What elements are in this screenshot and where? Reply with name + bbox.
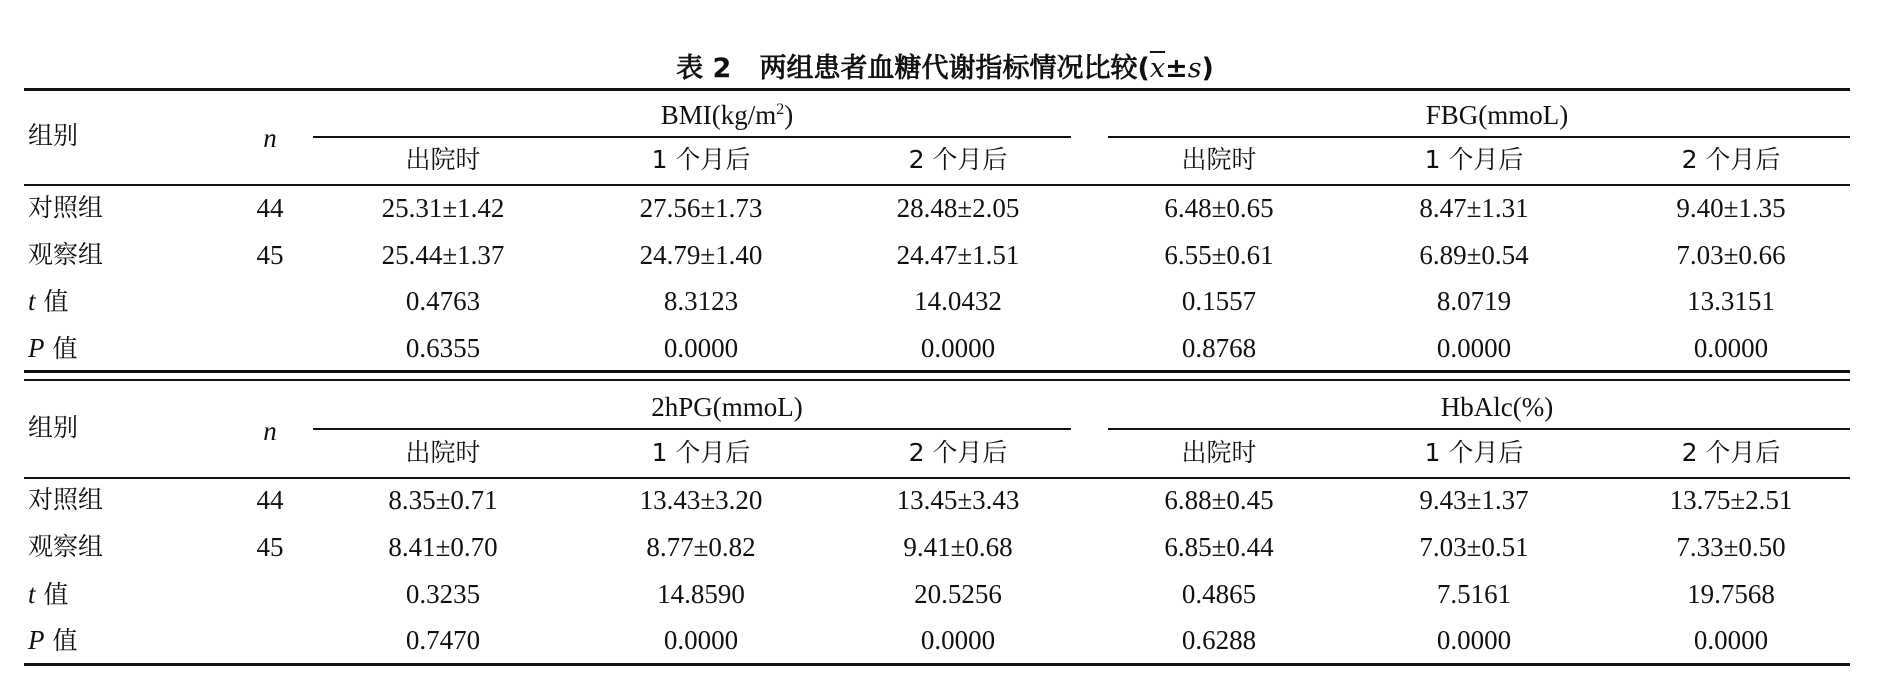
n-header: n — [263, 416, 277, 446]
table-cell: 7.03±0.51 — [1419, 532, 1529, 562]
table-cell: 0.3235 — [405, 579, 481, 609]
table-cell: 0.6355 — [405, 333, 481, 363]
plus-minus-symbol: ± — [1165, 53, 1188, 84]
time-header: 2 个月后 — [908, 438, 1008, 467]
table-cell: 0.0000 — [1693, 333, 1769, 363]
table-cell: 13.75±2.51 — [1669, 485, 1793, 515]
table-cell: 14.8590 — [657, 579, 745, 609]
table-cell: 9.43±1.37 — [1419, 485, 1529, 515]
table-cell: 19.7568 — [1687, 579, 1775, 609]
table-cell: 8.47±1.31 — [1419, 193, 1529, 223]
table-cell: 0.4763 — [405, 286, 481, 316]
row-group: 对照组 — [28, 193, 104, 222]
metric-header-hba1c: HbAlc(%) — [1440, 392, 1554, 422]
header-bottom-rule — [24, 184, 1850, 186]
sd-symbol: s — [1187, 53, 1202, 84]
time-header: 2 个月后 — [908, 145, 1008, 174]
metric-header-2hpg: 2hPG(mmoL) — [651, 392, 803, 422]
table-cell: 0.1557 — [1181, 286, 1257, 316]
row-group: t 值 — [28, 579, 69, 609]
table-cell: 0.0000 — [920, 625, 996, 655]
row-group: 对照组 — [28, 485, 104, 514]
row-n: 45 — [256, 532, 284, 562]
table-cell: 28.48±2.05 — [896, 193, 1020, 223]
metric-header-bmi: $BMI(kg/m^2)$ — [660, 100, 794, 130]
row-group: t 值 — [28, 286, 69, 316]
row-group: 观察组 — [28, 532, 104, 561]
caption-title: 两组患者血糖代谢指标情况比较( — [759, 53, 1150, 84]
2hpg-spanner-rule — [313, 428, 1071, 430]
table-cell: 14.0432 — [914, 286, 1002, 316]
table-cell: 7.5161 — [1436, 579, 1512, 609]
table-cell: 0.0000 — [663, 333, 739, 363]
table-cell: 25.31±1.42 — [381, 193, 505, 223]
table-cell: 6.89±0.54 — [1419, 240, 1529, 270]
bmi-spanner-rule — [313, 136, 1071, 138]
row-group: 观察组 — [28, 240, 104, 269]
time-header: 2 个月后 — [1681, 145, 1781, 174]
table-cell: 13.45±3.43 — [896, 485, 1020, 515]
header-bottom-rule — [24, 477, 1850, 479]
table-cell: 9.41±0.68 — [903, 532, 1013, 562]
metric-header-fbg: FBG(mmoL) — [1425, 100, 1569, 130]
table-cell: 6.85±0.44 — [1164, 532, 1274, 562]
time-header: 出院时 — [405, 145, 481, 174]
fbg-spanner-rule — [1108, 136, 1850, 138]
table-cell: 20.5256 — [914, 579, 1002, 609]
table-cell: 0.8768 — [1181, 333, 1257, 363]
table-cell: 25.44±1.37 — [381, 240, 505, 270]
table-cell: 13.3151 — [1687, 286, 1775, 316]
table-cell: 0.6288 — [1181, 625, 1257, 655]
row-group: P 值 — [28, 625, 78, 655]
table-cell: 7.33±0.50 — [1676, 532, 1786, 562]
top-rule — [24, 88, 1850, 91]
group-header: 组别 — [28, 413, 79, 442]
table-cell: 8.3123 — [663, 286, 739, 316]
table-cell: 0.0000 — [1436, 333, 1512, 363]
table-cell: 6.88±0.45 — [1164, 485, 1274, 515]
table-cell: 24.79±1.40 — [639, 240, 763, 270]
group-header: 组别 — [28, 121, 79, 150]
table-cell: 0.0000 — [920, 333, 996, 363]
n-header: n — [263, 123, 277, 153]
table-cell: 9.40±1.35 — [1676, 193, 1786, 223]
mean-symbol: $\overline{x}$ — [1149, 53, 1166, 84]
time-header: 出院时 — [1181, 438, 1257, 467]
table-cell: 6.55±0.61 — [1164, 240, 1274, 270]
time-header: 出院时 — [1181, 145, 1257, 174]
time-header: 1 个月后 — [1424, 145, 1524, 174]
table-cell: 6.48±0.65 — [1164, 193, 1274, 223]
row-n: 45 — [256, 240, 284, 270]
table-cell: 8.0719 — [1436, 286, 1512, 316]
bottom-rule — [24, 663, 1850, 666]
block-separator-rule — [24, 379, 1850, 381]
time-header: 1 个月后 — [651, 438, 751, 467]
table-cell: 0.0000 — [1693, 625, 1769, 655]
table-cell: 0.7470 — [405, 625, 481, 655]
time-header: 1 个月后 — [1424, 438, 1524, 467]
hba1c-spanner-rule — [1108, 428, 1850, 430]
table-cell: 8.35±0.71 — [388, 485, 498, 515]
table-cell: 0.4865 — [1181, 579, 1257, 609]
table-cell: 8.41±0.70 — [388, 532, 498, 562]
time-header: 1 个月后 — [651, 145, 751, 174]
caption-close: ) — [1201, 53, 1214, 84]
time-header: 2 个月后 — [1681, 438, 1781, 467]
table-cell: 0.0000 — [663, 625, 739, 655]
table-cell: 27.56±1.73 — [639, 193, 763, 223]
table-cell: 7.03±0.66 — [1676, 240, 1786, 270]
block-separator-rule — [24, 370, 1850, 373]
row-group: P 值 — [28, 333, 78, 363]
time-header: 出院时 — [405, 438, 481, 467]
table-cell: 24.47±1.51 — [896, 240, 1020, 270]
table-cell: 13.43±3.20 — [639, 485, 763, 515]
caption-label: 表 2 — [676, 53, 732, 84]
table-cell: 0.0000 — [1436, 625, 1512, 655]
row-n: 44 — [256, 193, 284, 223]
table-caption — [0, 46, 1890, 85]
table-cell: 8.77±0.82 — [646, 532, 756, 562]
row-n: 44 — [256, 485, 284, 515]
